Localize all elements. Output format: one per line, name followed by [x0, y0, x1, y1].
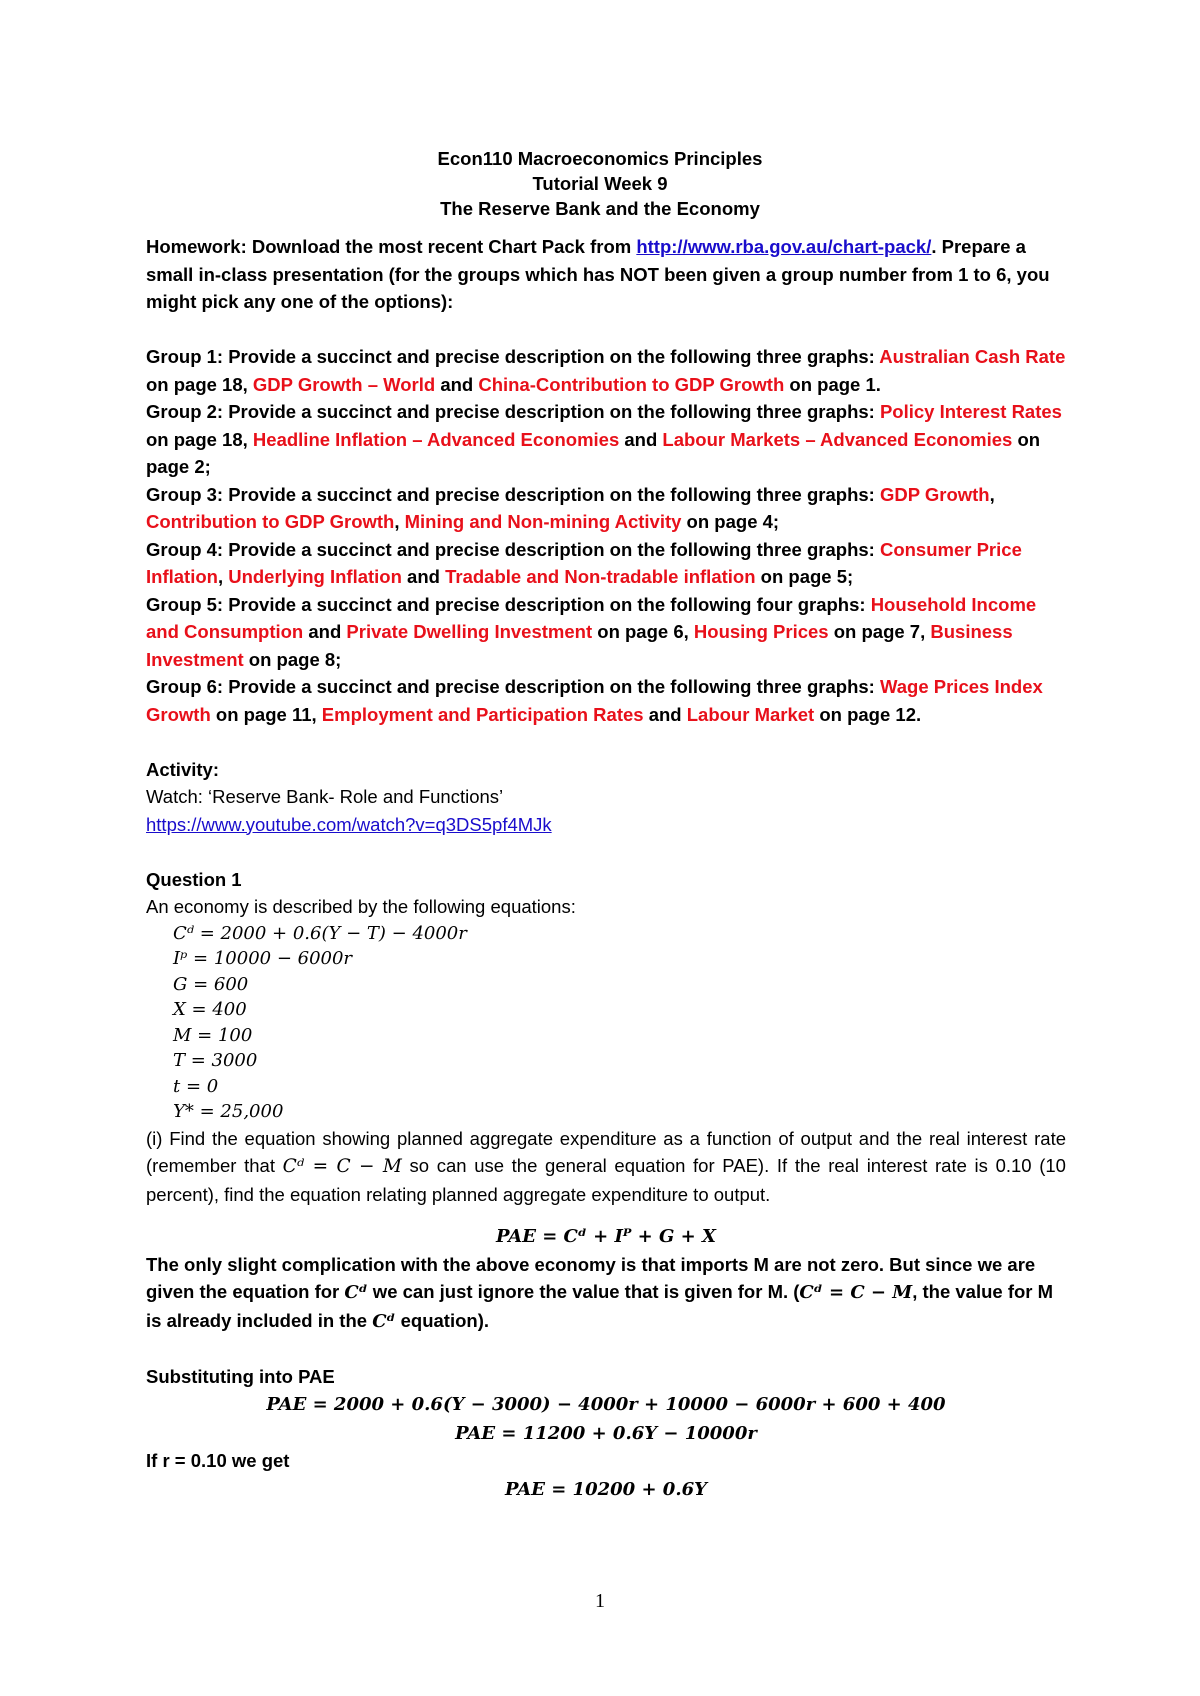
group-2-intro: Group 2: Provide a succinct and precise description on the following three graphs:	[146, 401, 880, 422]
tutorial-week: Tutorial Week 9	[532, 173, 668, 194]
complication-text: , the value for M is already included in the	[146, 1281, 1054, 1331]
group-1	[146, 343, 1066, 398]
graph-name: Underlying Inflation	[228, 566, 402, 587]
course-title: Econ110 Macroeconomics Principles	[437, 148, 763, 169]
complication-text: The only slight complication with the above economy is that imports M are not zero. But since we are given the equation for	[146, 1253, 1036, 1302]
final-equation: PAE = 10200 + 0.6Y	[505, 1478, 707, 1500]
substituting-title: Substituting into PAE	[146, 1365, 335, 1387]
group-text: ,	[217, 566, 229, 587]
graph-name: Contribution to GDP Growth	[146, 511, 395, 532]
group-text: on page 18,	[146, 373, 253, 395]
graph-name: GDP Growth – World	[252, 373, 436, 395]
group-4-intro: Group 4: Provide a succinct and precise description on the following three graphs:	[146, 538, 880, 560]
graph-name: Business Investment	[146, 621, 1013, 670]
graph-name: Mining and Non-mining Activity	[404, 511, 682, 532]
inline-equation: Cᵈ = C − M	[799, 1282, 913, 1303]
homework-paragraph	[146, 233, 1066, 316]
complication-paragraph	[146, 1251, 1066, 1336]
complication-text: equation).	[395, 1309, 490, 1331]
group-text: ,	[989, 483, 995, 505]
question-1-section	[146, 866, 1066, 1504]
group-text: on page 8;	[243, 648, 342, 670]
document-body	[146, 233, 1066, 1503]
graph-name: Employment and Participation Rates	[321, 703, 644, 725]
complication-text: we can just ignore the value that is given for M. (	[367, 1281, 800, 1302]
group-text: on page 11,	[210, 703, 322, 725]
group-text: on page 6,	[592, 621, 694, 642]
graph-name: GDP Growth	[879, 483, 990, 505]
graph-name: Tradable and Non-tradable inflation	[445, 566, 756, 587]
document-header	[0, 146, 1200, 221]
group-5-intro: Group 5: Provide a succinct and precise description on the following four graphs:	[146, 593, 871, 615]
group-5	[146, 591, 1066, 674]
equation: X = 400	[173, 999, 247, 1020]
tutorial-topic: The Reserve Bank and the Economy	[440, 198, 760, 219]
simplified-equation: PAE = 11200 + 0.6Y − 10000r	[455, 1422, 757, 1444]
graph-name: Housing Prices	[693, 621, 829, 642]
group-text: ,	[394, 511, 405, 532]
group-text: and	[435, 373, 479, 395]
graph-name: Wage Prices Index Growth	[146, 676, 1043, 725]
activity-title: Activity:	[146, 758, 219, 780]
group-text: on page 4;	[681, 511, 780, 532]
group-3-intro: Group 3: Provide a succinct and precise description on the following three graphs:	[146, 483, 880, 505]
chart-pack-link[interactable]: http://www.rba.gov.au/chart-pack/	[636, 236, 932, 257]
graph-name: China-Contribution to GDP Growth	[478, 373, 785, 395]
graph-name: Headline Inflation – Advanced Economies	[252, 428, 620, 450]
equation: Iᵖ = 10000 − 6000r	[173, 948, 353, 969]
equation: T = 3000	[173, 1050, 258, 1071]
equation: t = 0	[173, 1075, 219, 1097]
graph-name: Policy Interest Rates	[879, 401, 1062, 422]
question-1-title: Question 1	[146, 868, 242, 890]
group-2	[146, 398, 1066, 481]
graph-name: Labour Markets – Advanced Economies	[662, 428, 1013, 450]
part-i-text: (i) Find the equation showing planned aggregate expenditure as a function of output and the real interest rate (remember that	[146, 1127, 1066, 1176]
group-3	[146, 481, 1066, 536]
homework-period: .	[931, 236, 937, 257]
pae-general-equation: PAE = Cᵈ + Iᴾ + G + X	[496, 1226, 716, 1247]
group-text: on page 1.	[784, 373, 881, 395]
group-6	[146, 673, 1066, 728]
group-text: and	[643, 703, 687, 725]
graph-name: Labour Market	[686, 703, 815, 725]
if-r-text: If r = 0.10 we get	[146, 1450, 290, 1471]
group-text: on page 5;	[755, 566, 854, 587]
equation: Cᵈ = 2000 + 0.6(Y − T) − 4000r	[173, 922, 467, 944]
part-i-prompt	[146, 1125, 1066, 1209]
inline-equation: Cᵈ = C − M	[282, 1156, 402, 1177]
group-4	[146, 536, 1066, 591]
inline-equation: Cᵈ	[372, 1310, 396, 1332]
part-i-text: so can use the general equation for PAE). If the real interest rate is 0.10 (10 percent), find the equation relating planned aggregate expenditure to output.	[146, 1155, 1066, 1205]
graph-name: Household Income and Consumption	[146, 593, 1037, 642]
activity-watch: Watch: ‘Reserve Bank- Role and Functions’	[146, 786, 504, 807]
substitution-equation: PAE = 2000 + 0.6(Y − 3000) − 4000r + 10000 − 6000r + 600 + 400	[266, 1394, 946, 1415]
activity-section	[146, 756, 1066, 839]
group-text: on page 7,	[828, 621, 931, 642]
graph-name: Private Dwelling Investment	[346, 621, 593, 642]
group-text: and	[401, 566, 446, 587]
group-text: on page 18,	[146, 428, 253, 450]
question-1-intro: An economy is described by the following equations:	[146, 896, 576, 917]
group-list	[146, 343, 1066, 728]
equation: M = 100	[173, 1024, 253, 1046]
homework-lead: Homework: Download the most recent Chart Pack from	[146, 236, 637, 257]
inline-equation: Cᵈ	[344, 1282, 368, 1303]
graph-name: Australian Cash Rate	[879, 346, 1066, 367]
group-6-intro: Group 6: Provide a succinct and precise description on the following three graphs:	[146, 676, 880, 697]
youtube-link[interactable]: https://www.youtube.com/watch?v=q3DS5pf4MJk	[146, 813, 552, 835]
page-number: 1	[595, 1590, 605, 1612]
group-text: and	[303, 621, 347, 642]
equation: G = 600	[173, 973, 249, 995]
group-text: on page 12.	[814, 703, 922, 725]
homework-instructions: Prepare a small in-class presentation (for the groups which has NOT been given a group number from 1 to 6, you might pick any one of the options):	[146, 236, 1050, 312]
group-1-intro: Group 1: Provide a succinct and precise description on the following three graphs:	[146, 346, 880, 367]
group-text: and	[619, 428, 663, 450]
graph-name: Consumer Price Inflation	[146, 538, 1022, 587]
equation: Y* = 25,000	[173, 1101, 284, 1122]
group-text: on page 2;	[146, 428, 1041, 477]
